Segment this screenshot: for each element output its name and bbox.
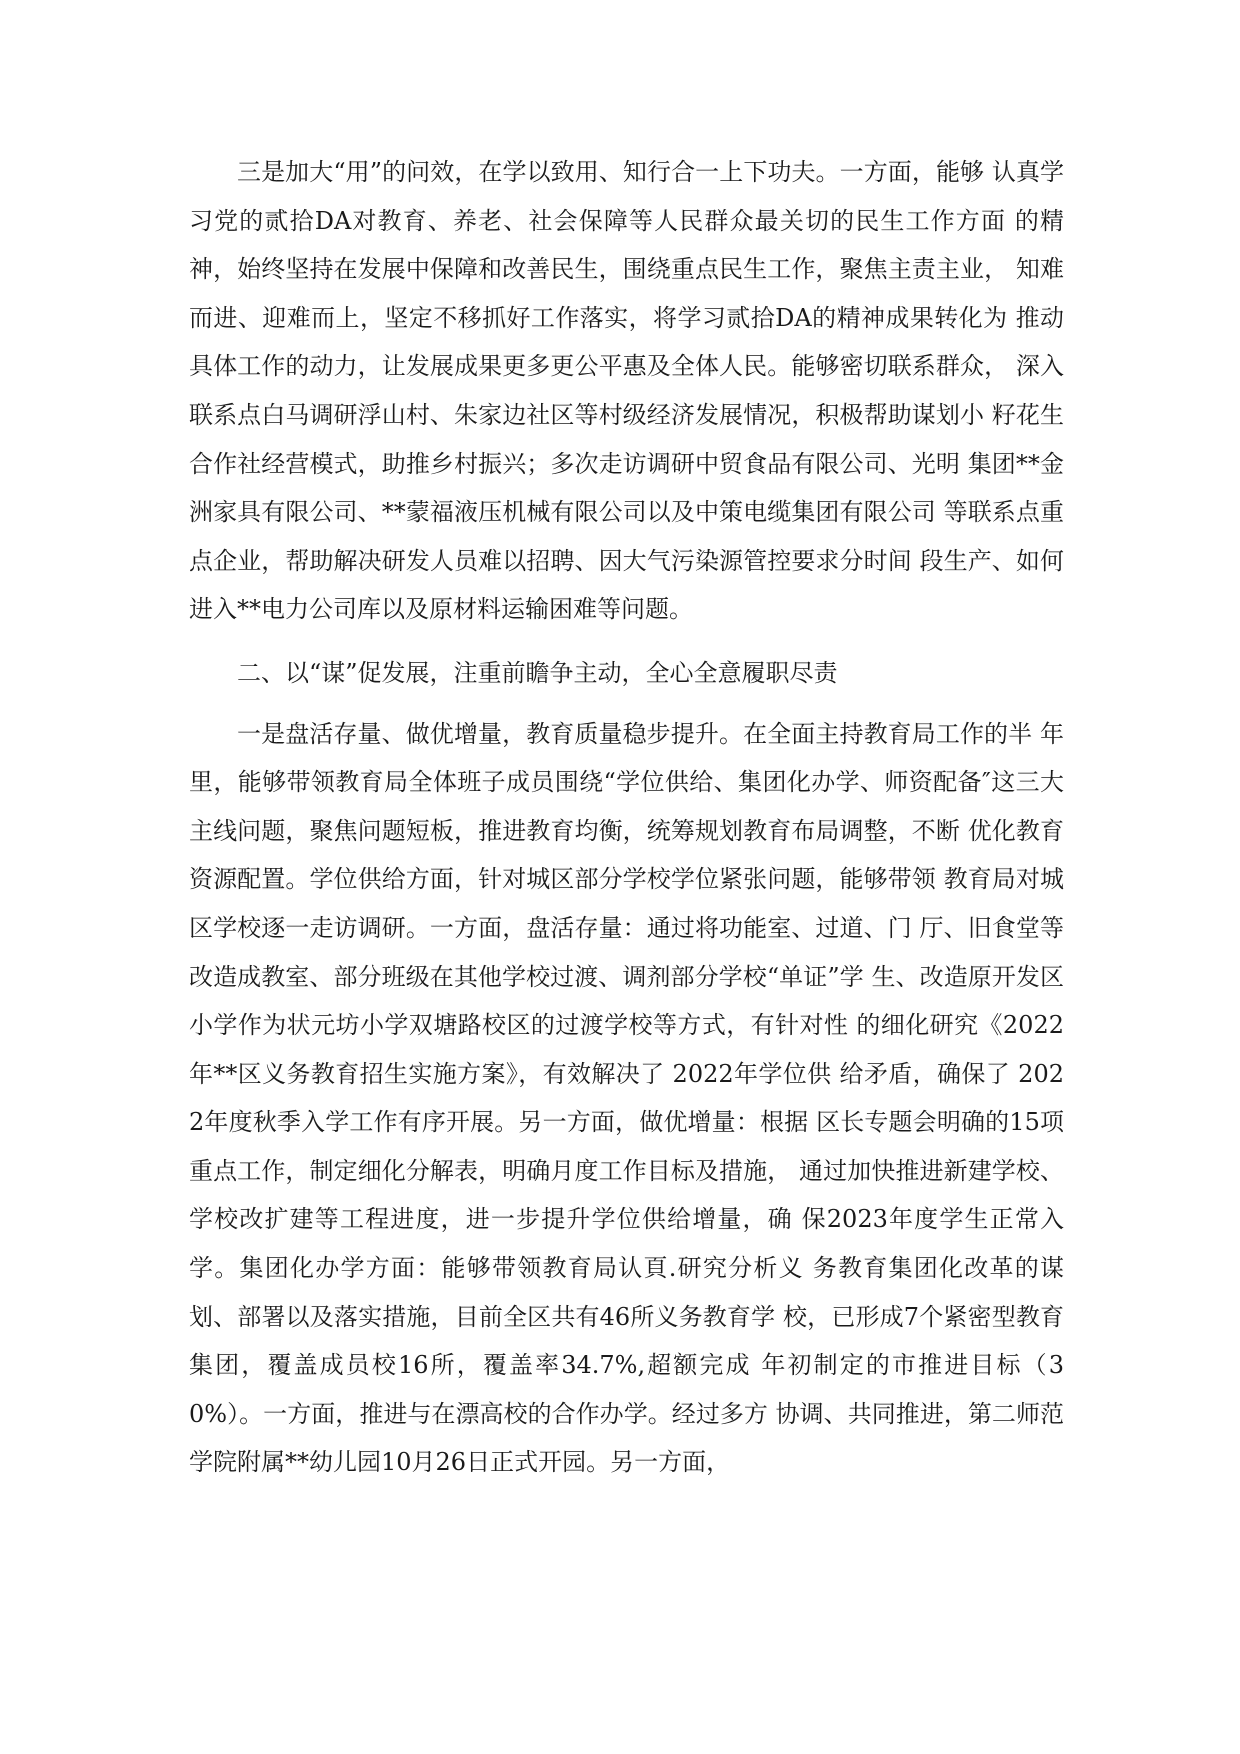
paragraph-use-effectiveness: 三是加大“用”的问效，在学以致用、知行合一上下功夫。一方面，能够 认真学习党的贰拾DA对教育、养老、社会保障等人民群众最关切的民生工作方面 的精神，始终坚持在发展中保障和改善民生，围绕重点民生工作，聚焦主责主业， 知难而进、迎难而上，坚定不移抓好工作落实，将学习贰拾DA的精神成果转化为 推动具体工作的动力，让发展成果更多更公平惠及全体人民。能够密切联系群众， 深入联系点白马调研浮山村、朱家边社区等村级经济发展情况，积极帮助谋划小 籽花生合作社经营模式，助推乡村振兴；多次走访调研中贸食品有限公司、光明 集团**金洲家具有限公司、**蒙福液压机械有限公司以及中策电缆集团有限公司 等联系点重点企业，帮助解决研发人员难以招聘、因大气污染源管控要求分时间 段生产、如何进入**电力公司库以及原材料运输困难等问题。	[189, 158, 1064, 624]
paragraph-education-quality: 一是盘活存量、做优增量，教育质量稳步提升。在全面主持教育局工作的半 年里，能够带领教育局全体班子成员围绕“学位供给、集团化办学、师资配备″这三大主线问题，聚焦问题短板，推进教育均衡，统筹规划教育布局调整，不断 优化教育资源配置。学位供给方面，针对城区部分学校学位紧张问题，能够带领 教育局对城区学校逐一走访调研。一方面，盘活存量：通过将功能室、过道、门 厅、旧食堂等改造成教室、部分班级在其他学校过渡、调剂部分学校“单证”学 生、改造原开发区小学作为状元坊小学双塘路校区的过渡学校等方式，有针对性 的细化研究《2022年**区义务教育招生实施方案》，有效解决了 2022年学位供 给矛盾，确保了 2022年度秋季入学工作有序开展。另一方面，做优增量：根据 区长专题会明确的15项重点工作，制定细化分解表，明确月度工作目标及措施， 通过加快推进新建学校、学校改扩建等工程进度，进一步提升学位供给增量，确 保2023年度学生正常入学。集团化办学方面：能够带领教育局认頁.研究分析义 务教育集团化改革的谋划、部署以及落实措施，目前全区共有46所义务教育学 校，已形成7个紧密型教育集团，覆盖成员校16所，覆盖率34.7%,超额完成 年初制定的市推进目标（30%）。一方面，推进与在漂高校的合作办学。经过多方 协调、共同推进，第二师范学院附属**幼儿园10月26日正式开园。另一方面，	[189, 719, 1064, 1477]
document-body	[189, 148, 1064, 1487]
section-heading-two: 二、以“谋”促发展，注重前瞻争主动，全心全意履职尽责	[237, 658, 838, 687]
